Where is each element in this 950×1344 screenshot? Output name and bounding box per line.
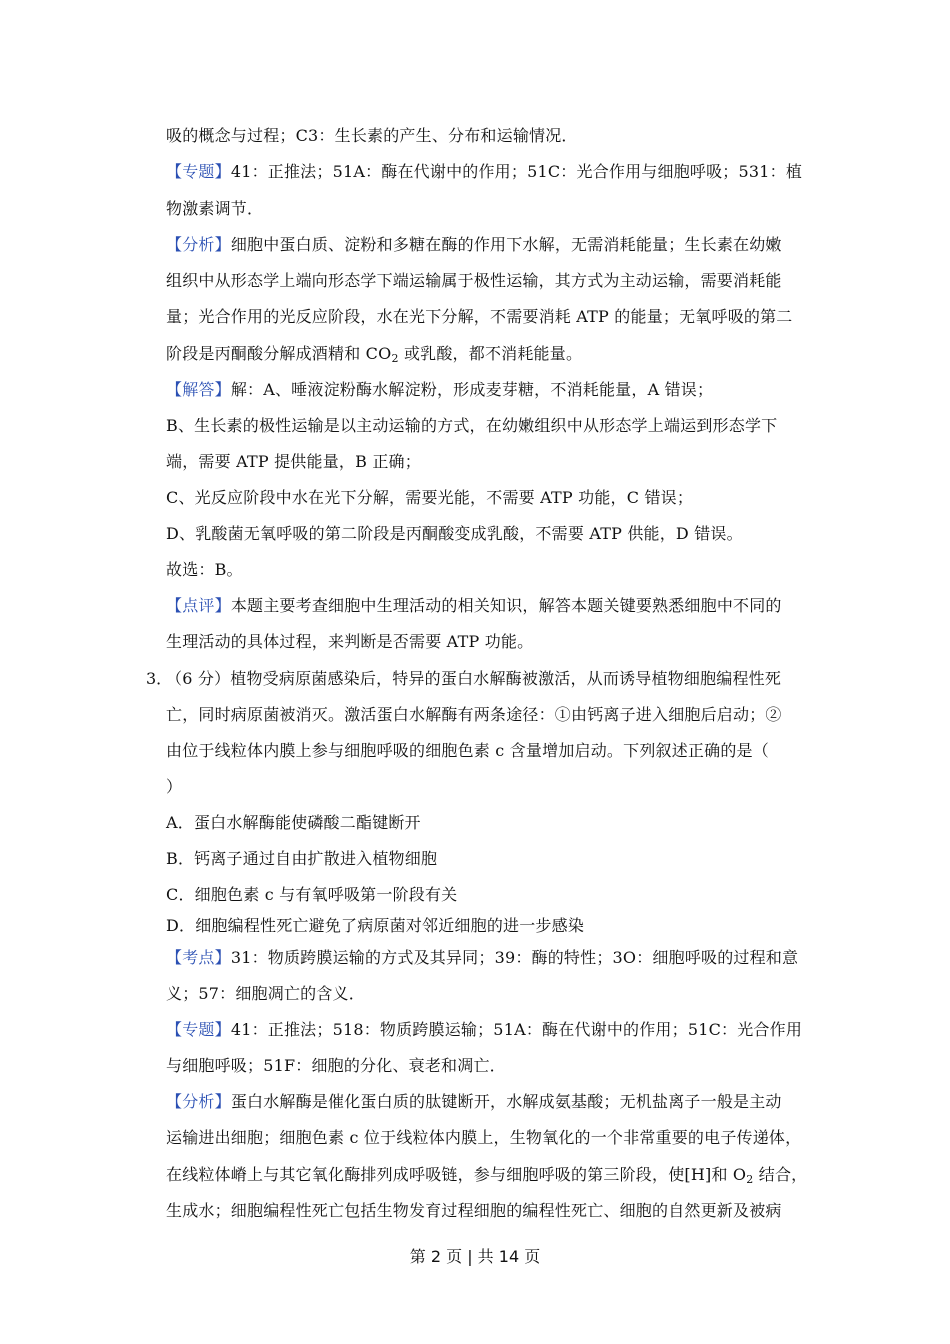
line-text: 物激素调节． bbox=[166, 199, 264, 218]
line-text: B、生长素的极性运输是以主动运输的方式，在幼嫩组织中从形态学上端运到形态学下 bbox=[166, 416, 778, 435]
text-line bbox=[166, 1201, 782, 1221]
section-tag: 【专题】 bbox=[166, 1020, 231, 1039]
text-line bbox=[166, 849, 437, 869]
text-line bbox=[166, 560, 243, 580]
text-line bbox=[166, 452, 421, 472]
line-text: 生理活动的具体过程，来判断是否需要 ATP 功能。 bbox=[166, 632, 534, 651]
line-text: 41：正推法；518：物质跨膜运输；51A：酶在代谢中的作用；51C：光合作用 bbox=[230, 1020, 803, 1039]
text-line bbox=[166, 488, 693, 508]
section-tag: 【分析】 bbox=[166, 1092, 231, 1111]
page-footer: 第 2 页 | 共 14 页 bbox=[409, 1247, 541, 1266]
text-line bbox=[166, 705, 782, 725]
line-text: 义；57：细胞凋亡的含义． bbox=[166, 984, 365, 1003]
line-text: （6 分）植物受病原菌感染后，特异的蛋白水解酶被激活，从而诱导植物细胞编程性死 bbox=[166, 669, 782, 688]
text-line bbox=[166, 984, 365, 1004]
text-line bbox=[166, 813, 421, 833]
line-text: 细胞中蛋白质、淀粉和多糖在酶的作用下水解，无需消耗能量；生长素在幼嫩 bbox=[230, 235, 782, 254]
text-line bbox=[166, 235, 782, 255]
text-line bbox=[166, 1056, 506, 1076]
text-line bbox=[166, 307, 793, 327]
line-text-after: 结合， bbox=[753, 1165, 808, 1184]
line-text: 本题主要考查细胞中生理活动的相关知识，解答本题关键要熟悉细胞中不同的 bbox=[230, 596, 782, 615]
text-line bbox=[166, 596, 782, 616]
line-text-after: 或乳酸，都不消耗能量。 bbox=[398, 344, 583, 363]
line-text: B．钙离子通过自由扩散进入植物细胞 bbox=[166, 849, 438, 868]
text-line bbox=[166, 1092, 782, 1112]
line-text: 生成水；细胞编程性死亡包括生物发育过程细胞的编程性死亡、细胞的自然更新及被病 bbox=[166, 1201, 782, 1220]
question-number: 3． bbox=[146, 669, 173, 688]
line-text: 蛋白水解酶是催化蛋白质的肽键断开，水解成氨基酸；无机盐离子一般是主动 bbox=[230, 1092, 782, 1111]
text-line bbox=[166, 199, 263, 219]
line-text: 亡，同时病原菌被消灭。激活蛋白水解酶有两条途径：①由钙离子进入细胞后启动；② bbox=[166, 705, 782, 724]
line-text: C．细胞色素 c 与有氧呼吸第一阶段有关 bbox=[166, 885, 458, 904]
line-text: 吸的概念与过程；C3：生长素的产生、分布和运输情况． bbox=[166, 126, 578, 145]
text-line bbox=[166, 1165, 807, 1185]
line-text: 运输进出细胞；细胞色素 c 位于线粒体内膜上，生物氧化的一个非常重要的电子传递体， bbox=[166, 1128, 802, 1147]
line-text: ） bbox=[166, 777, 183, 796]
line-text: 故选：B。 bbox=[166, 560, 243, 579]
text-line bbox=[166, 416, 777, 436]
line-text: 组织中从形态学上端向形态学下端运输属于极性运输，其方式为主动运输，需要消耗能 bbox=[166, 271, 782, 290]
line-text: D．细胞编程性死亡避免了病原菌对邻近细胞的进一步感染 bbox=[166, 916, 585, 935]
text-line bbox=[166, 885, 457, 905]
line-text: 与细胞呼吸；51F：细胞的分化、衰老和凋亡． bbox=[166, 1056, 506, 1075]
line-text: C、光反应阶段中水在光下分解，需要光能，不需要 ATP 功能，C 错误； bbox=[166, 488, 694, 507]
section-tag: 【点评】 bbox=[166, 596, 231, 615]
section-tag: 【专题】 bbox=[166, 162, 231, 181]
text-line bbox=[166, 948, 798, 968]
line-text: 端，需要 ATP 提供能量，B 正确； bbox=[166, 452, 421, 471]
line-text: A．蛋白水解酶能使磷酸二酯键断开 bbox=[166, 813, 421, 832]
subscript: 2 bbox=[391, 352, 399, 365]
line-text: 量；光合作用的光反应阶段，水在光下分解，不需要消耗 ATP 的能量；无氧呼吸的第二 bbox=[166, 307, 793, 326]
line-text: 41：正推法；51A：酶在代谢中的作用；51C：光合作用与细胞呼吸；531：植 bbox=[230, 162, 803, 181]
section-tag: 【解答】 bbox=[166, 380, 231, 399]
text-line bbox=[166, 1020, 802, 1040]
text-line bbox=[166, 524, 743, 544]
line-text: 由位于线粒体内膜上参与细胞呼吸的细胞色素 c 含量增加启动。下列叙述正确的是（ bbox=[166, 741, 769, 760]
text-line bbox=[166, 380, 713, 400]
text-line bbox=[166, 669, 781, 689]
subscript: 2 bbox=[746, 1173, 754, 1186]
text-line bbox=[166, 162, 802, 182]
line-text: 31：物质跨膜运输的方式及其异同；39：酶的特性；3O：细胞呼吸的过程和意 bbox=[230, 948, 799, 967]
text-line bbox=[166, 271, 782, 291]
line-text: D、乳酸菌无氧呼吸的第二阶段是丙酮酸变成乳酸，不需要 ATP 供能，D 错误。 bbox=[166, 524, 743, 543]
section-tag: 【分析】 bbox=[166, 235, 231, 254]
line-text: 阶段是丙酮酸分解成酒精和 CO bbox=[166, 344, 392, 363]
text-line bbox=[166, 126, 578, 146]
text-line bbox=[166, 916, 584, 936]
text-line bbox=[166, 777, 182, 797]
text-line bbox=[166, 344, 582, 364]
text-line bbox=[166, 632, 533, 652]
text-line bbox=[166, 1128, 801, 1148]
text-line bbox=[166, 741, 769, 761]
line-text: 解：A、唾液淀粉酶水解淀粉，形成麦芽糖，不消耗能量，A 错误； bbox=[230, 380, 714, 399]
line-text: 在线粒体嵴上与其它氧化酶排列成呼吸链，参与细胞呼吸的第三阶段，使[H]和 O bbox=[166, 1165, 747, 1184]
section-tag: 【考点】 bbox=[166, 948, 231, 967]
